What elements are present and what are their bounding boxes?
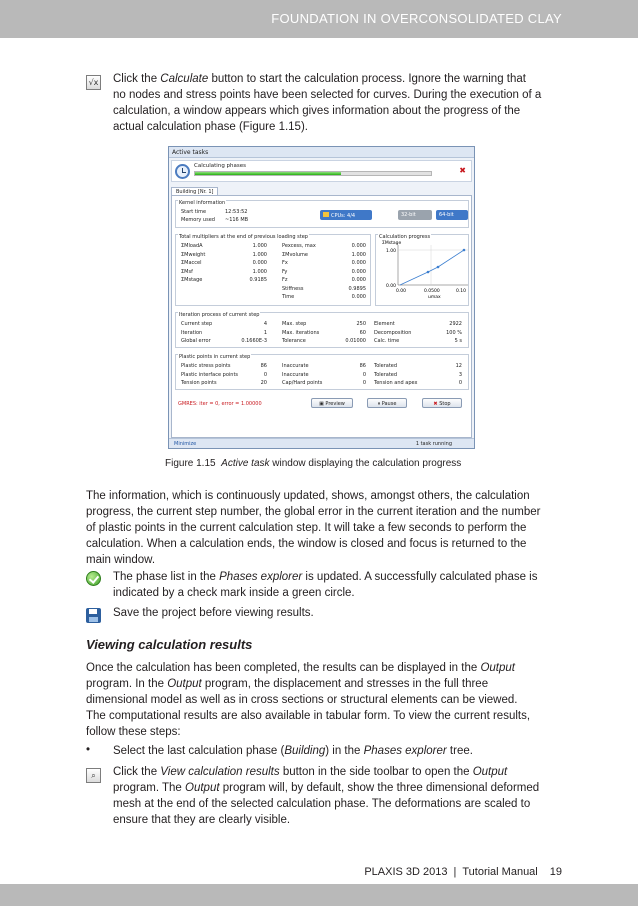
kv-row xyxy=(181,380,267,386)
cpus-badge: CPUs: 4/4 xyxy=(320,210,372,220)
kv-label: Pexcess, max xyxy=(282,243,316,249)
kv-label: ΣMweight xyxy=(181,251,206,258)
kv-value: 86 xyxy=(260,363,267,369)
gmres-status: GMRES: iter = 0, error = 1.00000 xyxy=(178,401,262,407)
y-tick: 1.00 xyxy=(386,249,397,254)
save-note: Save the project before viewing results. xyxy=(113,607,314,619)
kv-value: 20 xyxy=(260,380,267,386)
kv-label: ΣMaccel xyxy=(181,260,202,266)
kv-label: ΣMstage xyxy=(181,277,203,283)
kv-row xyxy=(181,321,267,327)
kv-value: 3 xyxy=(458,371,462,378)
kv-label: Fx xyxy=(282,260,288,266)
check-circle-icon xyxy=(86,571,101,586)
kv-label: Tolerance xyxy=(282,338,306,344)
kv-row xyxy=(374,338,462,344)
kv-value: 250 xyxy=(356,321,366,327)
save-icon xyxy=(86,608,101,623)
pause-icon: ⏸ xyxy=(377,401,382,407)
kv-value: 1 xyxy=(263,329,267,336)
kv-value: 5 s xyxy=(454,338,462,344)
tab-building[interactable]: Building [Nr. 1] xyxy=(171,187,218,196)
tasks-count: 1 task running xyxy=(415,441,452,447)
kv-row xyxy=(181,252,267,258)
kv-label: Plastic stress points xyxy=(181,363,231,369)
kv-label: ΣMsf xyxy=(181,268,193,275)
kv-label: Fy xyxy=(282,268,288,275)
progress-point xyxy=(463,249,466,252)
kv-label: Tension and apex xyxy=(374,380,418,386)
window-title: Active tasks xyxy=(169,147,474,158)
kv-value: 0.01000 xyxy=(345,338,366,344)
kv-row xyxy=(374,380,462,386)
memory-row: Memory used ~116 MB xyxy=(181,217,249,223)
results-intro: Once the calculation has been completed, the results can be displayed in the Output program. In the Output program, the displacement and stresses in the full three dimensional model as well as in cross sections or structural elements can be viewed. The computational results are also available in tabular form. To view the current results, follow these steps: xyxy=(86,662,531,738)
kv-label: Element xyxy=(374,321,395,327)
kv-label: Global error xyxy=(181,338,211,344)
chapter-title: FOUNDATION IN OVERCONSOLIDATED CLAY xyxy=(271,11,562,26)
kv-label: ΣMvolume xyxy=(282,251,308,258)
kv-value: 0.000 xyxy=(351,243,366,249)
phase-panel xyxy=(171,195,472,438)
kv-label: Max. step xyxy=(282,321,307,327)
progress-fill xyxy=(195,172,341,175)
multipliers-box xyxy=(175,234,371,306)
x-label: umax xyxy=(428,295,441,300)
section-heading: Viewing calculation results xyxy=(86,637,253,652)
kv-row xyxy=(181,260,267,266)
view-results-step: Click the View calculation results button in the side toolbar to open the Output program. The Output program will, by default, show the three dimensional deformed mesh at the end of the selected calculation phase. The deformations are scaled to ensure that they are clearly visible. xyxy=(113,766,540,826)
kernel-info-title: Kernel information xyxy=(179,200,226,206)
kv-label: Inaccurate xyxy=(282,363,309,369)
kv-value: 1.000 xyxy=(252,243,267,249)
kv-row xyxy=(282,372,366,378)
kv-value: 0 xyxy=(362,380,366,386)
kv-value: 0.000 xyxy=(351,260,366,266)
kv-row xyxy=(282,277,366,283)
kv-value: 1.000 xyxy=(252,251,267,258)
kv-row xyxy=(374,372,462,378)
kv-value: 0.000 xyxy=(351,277,366,283)
kv-row xyxy=(282,330,366,336)
kv-label: Iteration xyxy=(181,329,203,336)
phase-list-note: The phase list in the Phases explorer is updated. A successfully calculated phase is indicated by a check mark inside a green circle. xyxy=(113,571,538,599)
iteration-box xyxy=(175,312,469,348)
kv-label: Current step xyxy=(181,321,213,327)
progress-point xyxy=(427,271,430,274)
kv-row xyxy=(282,286,366,292)
kv-label: Calc. time xyxy=(374,338,400,344)
x-tick: 0.00 xyxy=(396,289,407,294)
kv-row xyxy=(181,330,267,336)
kv-value: 2922 xyxy=(449,321,462,327)
kv-row xyxy=(282,260,366,266)
preview-icon: ▣ xyxy=(319,401,326,407)
calculate-instruction: Click the Calculate button to start the calculation process. Ignore the warning that no nodes and stress points have been selected for curves. During the execution of a calculation, a window appears which gives information about the progress of the actual calculation phase (Figure 1.15). xyxy=(113,73,542,133)
clock-icon xyxy=(175,164,190,179)
task-label: Calculating phases xyxy=(194,163,247,169)
kv-value: 60 xyxy=(359,329,366,336)
kv-label: Tension points xyxy=(181,380,217,386)
pause-button[interactable]: ⏸ Pause xyxy=(367,398,407,408)
kv-row xyxy=(282,338,366,344)
page-footer: PLAXIS 3D 2013 | Tutorial Manual 19 xyxy=(364,866,562,878)
kv-value: 100 % xyxy=(446,329,462,336)
preview-button[interactable]: ▣ Preview xyxy=(311,398,353,408)
progress-line xyxy=(400,250,464,285)
kv-row xyxy=(282,380,366,386)
kv-value: 0.000 xyxy=(351,268,366,275)
kv-row xyxy=(282,269,366,275)
x-tick: 0.10 xyxy=(456,289,467,294)
kv-value: 1.000 xyxy=(351,251,366,258)
kv-row xyxy=(374,330,462,336)
calculate-icon: √x xyxy=(86,75,101,90)
footer-band xyxy=(0,884,638,906)
kv-row xyxy=(181,338,267,344)
kv-row xyxy=(181,277,267,283)
kv-value: 4 xyxy=(263,321,267,327)
kv-value: 0 xyxy=(263,371,267,378)
y-label: ΣMstage xyxy=(382,241,402,246)
kv-value: 0.000 xyxy=(252,260,267,266)
bullet-marker: • xyxy=(86,744,91,756)
stop-button[interactable]: ✖ Stop xyxy=(422,398,462,408)
kv-value: 0.9185 xyxy=(249,277,267,283)
kv-row xyxy=(181,363,267,369)
bits64-badge: 64-bit xyxy=(436,210,468,220)
start-time-row: Start time 12:53:52 xyxy=(181,209,248,215)
kv-row xyxy=(374,321,462,327)
kv-row xyxy=(181,372,267,378)
page-number: 19 xyxy=(549,866,562,878)
kv-label: Inaccurate xyxy=(282,371,309,378)
progress-graph xyxy=(376,235,470,307)
iteration-title: Iteration process of current step xyxy=(179,312,260,318)
kv-row xyxy=(282,294,366,300)
multipliers-title: Total multipliers at the end of previous loading step xyxy=(179,234,308,240)
bits32-badge: 32-bit xyxy=(398,210,432,220)
kv-value: 0 xyxy=(362,371,366,378)
kv-value: 0.1660E-3 xyxy=(241,338,267,344)
cancel-task-icon[interactable]: ✖ xyxy=(459,166,466,175)
kv-label: Tolerated xyxy=(374,363,398,369)
graph-title: Calculation progress xyxy=(379,234,431,240)
kv-label: Plastic interface points xyxy=(181,371,239,378)
kernel-info-box xyxy=(175,200,469,228)
kv-row xyxy=(282,252,366,258)
kv-label: Stiffness xyxy=(282,285,304,292)
kv-value: 12 xyxy=(455,363,462,369)
stop-icon: ✖ xyxy=(433,401,440,407)
task-progress-bar xyxy=(194,171,432,176)
kv-label: Decomposition xyxy=(374,329,412,336)
kv-row xyxy=(282,363,366,369)
kv-value: 86 xyxy=(359,363,366,369)
y-tick: 0.00 xyxy=(386,284,397,289)
select-phase-step: Select the last calculation phase (Building) in the Phases explorer tree. xyxy=(113,745,473,757)
kv-label: Tolerated xyxy=(374,371,398,378)
kv-row xyxy=(374,363,462,369)
kv-label: ΣMloadA xyxy=(181,243,203,249)
kv-label: Max. iterations xyxy=(282,329,320,336)
plastic-title: Plastic points in current step xyxy=(179,354,251,360)
view-results-icon: ⌕ xyxy=(86,768,101,783)
kv-row xyxy=(181,269,267,275)
plastic-points-box xyxy=(175,354,469,390)
calc-progress-box xyxy=(375,234,469,306)
kv-label: Cap/Hard points xyxy=(282,380,323,386)
kv-value: 0.000 xyxy=(351,294,366,300)
window-statusbar xyxy=(169,438,474,448)
active-tasks-window xyxy=(168,146,475,449)
kv-label: Fz xyxy=(282,277,288,283)
progress-point xyxy=(437,266,440,269)
kv-value: 0 xyxy=(458,380,462,386)
kv-row xyxy=(282,243,366,249)
kv-value: 0.9895 xyxy=(348,285,366,292)
kv-label: Time xyxy=(282,294,295,300)
kv-value: 1.000 xyxy=(252,268,267,275)
minimize-link[interactable]: Minimize xyxy=(174,441,197,447)
kv-row xyxy=(181,243,267,249)
figure-caption: Figure 1.15 Active task window displaying the calculation progress xyxy=(165,458,462,469)
progress-explanation: The information, which is continuously updated, shows, amongst others, the calculation progress, the current step number, the global error in the current iteration and the number of plastic points in the current calculation step. It will take a few seconds to perform the calculation. When a calculation ends, the window is closed and focus is returned to the main window. xyxy=(86,490,541,566)
task-row xyxy=(171,160,472,182)
x-tick: 0.0500 xyxy=(424,289,440,294)
kv-row xyxy=(282,321,366,327)
